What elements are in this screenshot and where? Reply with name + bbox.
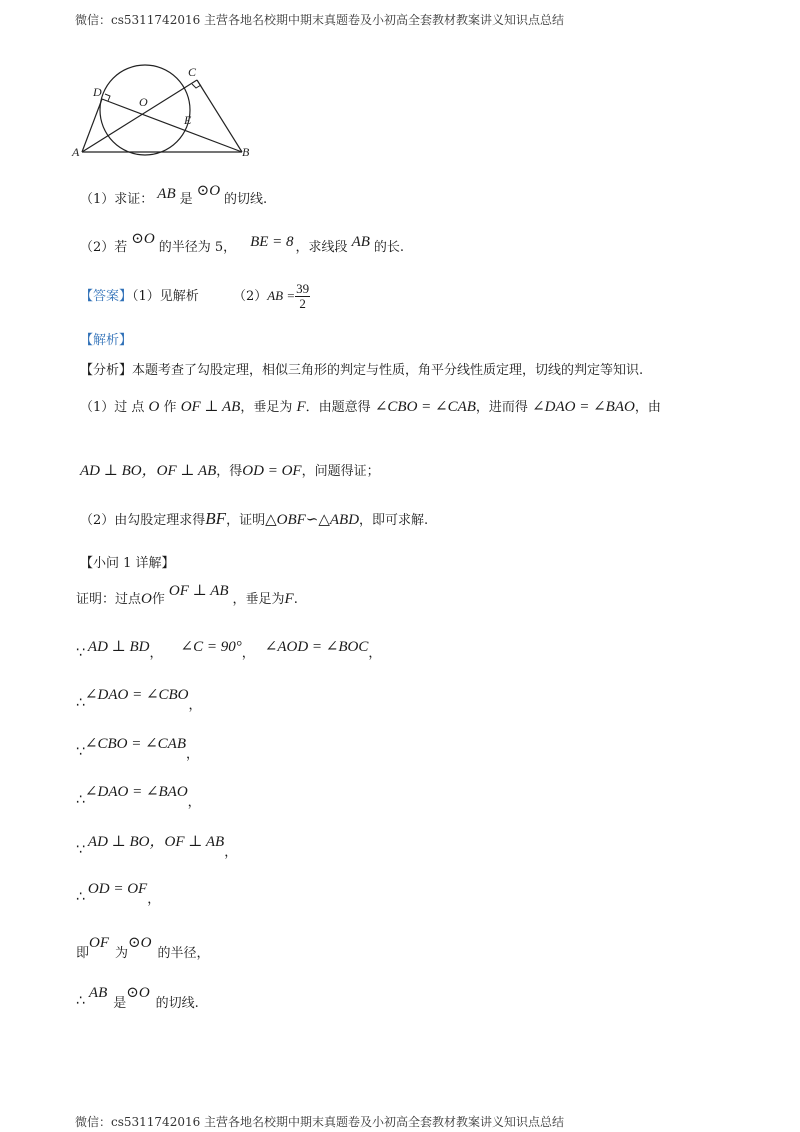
analysis-step-1: （1）过 点 O 作 OF ⊥ AB，垂足为 F．由题意得 ∠CBO = ∠CAB，进而得 ∠DAO = ∠BAO，由 xyxy=(80,399,661,415)
label-b: B xyxy=(242,145,250,159)
circle-o xyxy=(100,65,190,155)
label-e: E xyxy=(184,113,192,127)
analysis-step-2: （2）由勾股定理求得BF，证明△OBF∽△ABD，即可求解. xyxy=(80,509,429,528)
fraction-39-2: $\frac{39}{2}$ xyxy=(296,281,310,311)
because-symbol: ∵ xyxy=(76,842,85,858)
geometry-figure xyxy=(70,62,260,162)
proof-line-6: ∴ OD = OF， xyxy=(76,881,161,907)
therefore-symbol: ∴ xyxy=(76,695,85,711)
label-a: A xyxy=(72,145,80,159)
answer-line: 【答案】（1）见解析 （2）AB = $\frac{39}{2}$ xyxy=(80,281,310,311)
therefore-symbol: ∴ xyxy=(76,889,85,905)
proof-line-5: ∵ AD ⊥ BO，OF ⊥ AB， xyxy=(76,834,238,860)
page-header: 微信：cs5311742016 主营各地名校期中期末真题卷及小初高全套教材教案讲义知识点总结 xyxy=(75,13,565,27)
segment-ad xyxy=(82,99,102,152)
question-2: （2）若⊙O的半径为 5， BE = 8 ，求线段 AB 的长. xyxy=(80,231,405,255)
analysis-summary: 【分析】本题考查了勾股定理，相似三角形的判定与性质，角平分线性质定理，切线的判定等知识. xyxy=(80,363,644,378)
page-footer: 微信：cs5311742016 主营各地名校期中期末真题卷及小初高全套教材教案讲义知识点总结 xyxy=(75,1115,565,1129)
proof-line-7: 即OF为⊙O的半径， xyxy=(76,935,210,961)
because-symbol: ∵ xyxy=(76,645,85,661)
label-o: O xyxy=(139,95,148,109)
analysis-step-1b: AD ⊥ BO，OF ⊥ AB，得OD = OF，问题得证； xyxy=(80,463,380,479)
label-c: C xyxy=(188,65,197,79)
question-1: （1）求证： AB 是⊙O的切线. xyxy=(80,183,268,207)
proof-line-2: ∴∠DAO = ∠CBO， xyxy=(76,687,202,713)
label-d: D xyxy=(93,85,102,99)
subquestion-1-heading: 【小问 1 详解】 xyxy=(80,556,175,571)
therefore-symbol: ∴ xyxy=(76,993,85,1009)
proof-line-1: ∵ AD ⊥ BD， ∠C = 90°， ∠AOD = ∠BOC， xyxy=(76,639,382,661)
segment-cb xyxy=(197,80,242,152)
proof-line-8: ∴ AB是⊙O的切线. xyxy=(76,985,199,1011)
segment-db xyxy=(102,99,242,152)
proof-line-3: ∵∠CBO = ∠CAB， xyxy=(76,736,200,762)
proof-line-4: ∴∠DAO = ∠BAO， xyxy=(76,784,201,810)
analysis-tag: 【解析】 xyxy=(80,333,133,348)
because-symbol: ∵ xyxy=(76,744,85,760)
proof-intro: 证明：过点O作OF ⊥ AB，垂足为F. xyxy=(76,583,298,607)
therefore-symbol: ∴ xyxy=(76,792,85,808)
